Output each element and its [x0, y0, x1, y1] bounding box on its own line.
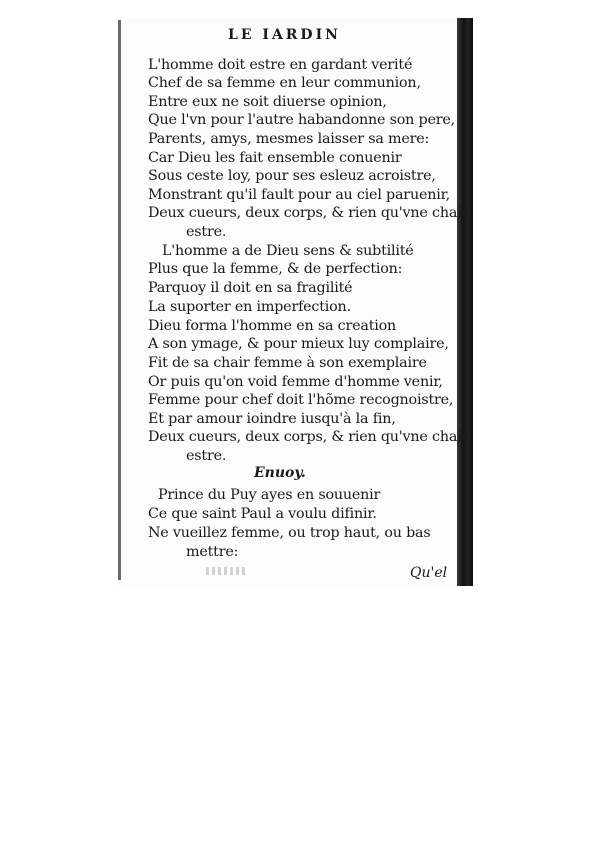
verse-line: Deux cueurs, deux corps, & rien qu'vne chair [148, 205, 469, 221]
verse-line: La suporter en imperfection. [148, 299, 351, 315]
page-edge-shadow [457, 18, 473, 586]
verse-line: Ne vueillez femme, ou trop haut, ou bas [148, 525, 431, 541]
verse-line: Monstrant qu'il fault pour au ciel paruenir, [148, 187, 451, 203]
verse-line: Fit de sa chair femme à son exemplaire [148, 355, 427, 371]
faint-bleed-through [206, 567, 246, 575]
verse-line: Or puis qu'on void femme d'homme venir, [148, 374, 443, 390]
verse-line: Femme pour chef doit l'hõme recognoistre, [148, 392, 454, 408]
verse-line-runover: estre. [186, 224, 227, 240]
verse-line: Sous ceste loy, pour ses esleuz acroistre, [148, 168, 436, 184]
verse-line: Que l'vn pour l'autre habandonne son pere, [148, 112, 455, 128]
envoi-title: Enuoy. [254, 465, 306, 481]
verse-line: Ce que saint Paul a voulu difinir. [148, 506, 377, 522]
verse-line: Deux cueurs, deux corps, & rien qu'vne chair [148, 429, 469, 445]
verse-line: L'homme a de Dieu sens & subtilité [162, 243, 414, 259]
verse-line: Plus que la femme, & de perfection: [148, 261, 403, 277]
verse-line: Dieu forma l'homme en sa creation [148, 318, 397, 334]
verse-line: Entre eux ne soit diuerse opinion, [148, 94, 387, 110]
catchword: Qu'el [410, 565, 448, 581]
verse-line-runover: mettre: [186, 544, 239, 560]
verse-line: Prince du Puy ayes en souuenir [158, 487, 381, 503]
verse-line: A son ymage, & pour mieux luy complaire, [148, 336, 449, 352]
running-head: LE IARDIN [228, 27, 341, 43]
verse-line: Car Dieu les fait ensemble conuenir [148, 150, 402, 166]
verse-line: Parents, amys, mesmes laisser sa mere: [148, 131, 430, 147]
verse-line: L'homme doit estre en gardant verité [148, 57, 413, 73]
verse-line-runover: estre. [186, 448, 227, 464]
verse-line: Parquoy il doit en sa fragilité [148, 280, 353, 296]
page-left-edge [118, 20, 121, 580]
verse-line: Chef de sa femme en leur communion, [148, 75, 421, 91]
verse-line: Et par amour ioindre iusqu'à la fin, [148, 411, 396, 427]
